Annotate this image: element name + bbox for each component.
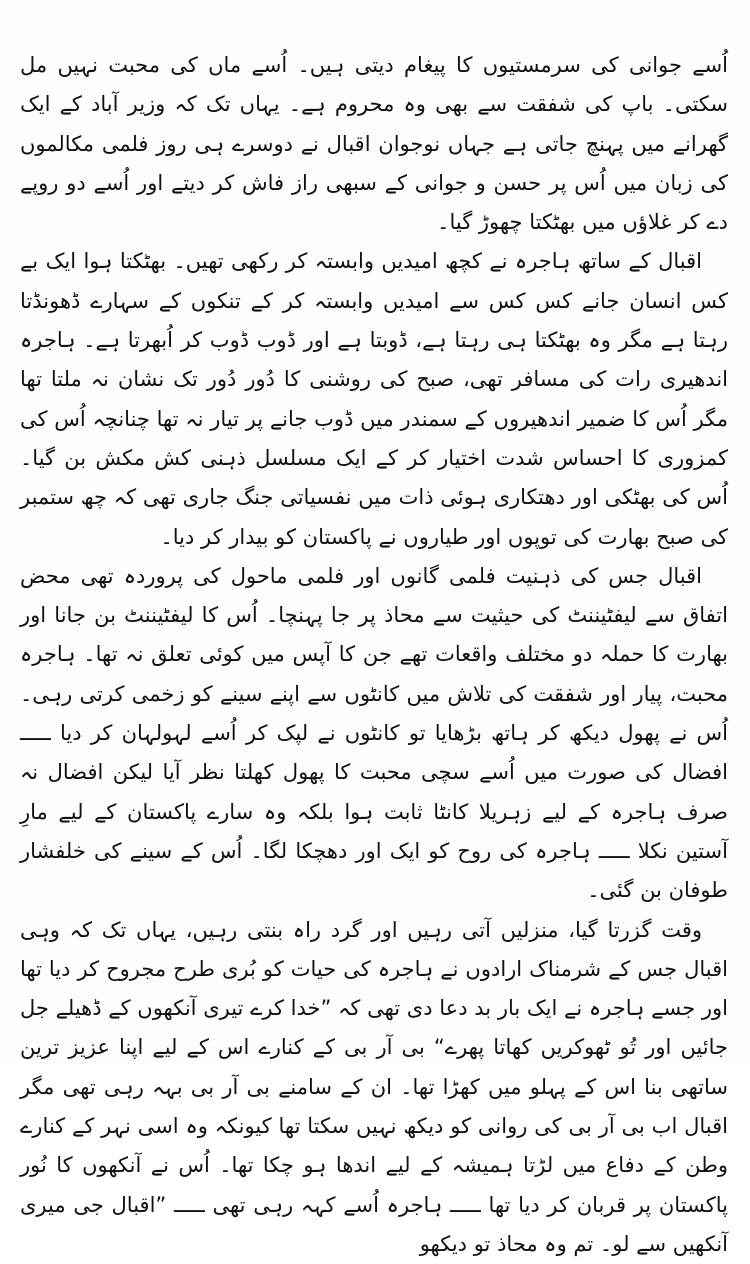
paragraph-4: وقت گزرتا گیا، منزلیں آتی رہیں اور گرد راہ بنتی رہیں، یہاں تک کہ وہی اقبال جس کے شرمناک ارادوں نے ہاجرہ کی حیات کو بُری طرح مجروح کر دیا تھا اور جسے ہاجرہ نے ایک بار بد دعا دی تھی کہ ”خدا کرے تیری آنکھوں کے ڈھیلے جل جائیں اور تُو ٹھوکریں کھاتا پھرے“ بی آر بی کے کنارے اس کے لیے اپنا عزیز ترین ساتھی بنا اس کے پہلو میں کھڑا تھا۔ ان کے سامنے بی آر بی بہہ رہی تھی مگر اقبال اب بی آر بی کی روانی کو دیکھ نہیں سکتا تھا کیونکہ وہ اسی نہر کے کنارے وطن کے دفاع میں لڑتا ہمیشہ کے لیے اندھا ہو چکا تھا۔ اُس نے آنکھوں کا نُور پاکستان پر قربان کر دیا تھا ـــــ ہاجرہ اُسے کہہ رہی تھی ـــــ ”اقبال جی میری آنکھیں سے لو۔ تم وہ محاذ تو دیکھو <box>20 917 729 1256</box>
paragraph-2: اقبال کے ساتھ ہاجرہ نے کچھ امیدیں وابستہ کر رکھی تھیں۔ بھٹکتا ہوا ایک بے کس انسان جانے کس کس سے امیدیں وابستہ کر کے تنکوں کے سہارے ڈھونڈتا رہتا ہے مگر وہ بھٹکتا ہی رہتا ہے، ڈوبتا ہے اور ڈوب ڈوب کر اُبھرتا ہے۔ ہاجرہ اندھیری رات کی مسافر تھی، صبح کی روشنی کا دُور دُور تک نشان نہ ملتا تھا مگر اُس کا ضمیر اندھیروں کے سمندر میں ڈوب جانے پر تیار نہ تھا چنانچہ اُس کی کمزوری کا احساس شدت اختیار کر کے ایک مسلسل ذہنی کش مکش بن گیا۔ اُس کی بھٹکی اور دھتکاری ہوئی ذات میں نفسیاتی جنگ جاری تھی کہ چھ ستمبر کی صبح بھارت کی توپوں اور طیاروں نے پاکستان کو بیدار کر دیا۔ <box>20 249 728 549</box>
paragraph-3: اقبال جس کی ذہنیت فلمی گانوں اور فلمی ماحول کی پروردہ تھی محض اتفاق سے لیفٹیننٹ کی حیثیت سے محاذ پر جا پہنچا۔ اُس کا لیفٹیننٹ بن جانا اور بھارت کا حملہ دو مختلف واقعات تھے جن کا آپس میں کوئی تعلق نہ تھا۔ ہاجرہ محبت، پیار اور شفقت کی تلاش میں کانٹوں سے اپنے سینے کو زخمی کرتی رہی۔ اُس نے پھول دیکھ کر ہاتھ بڑھایا تو کانٹوں نے لپک کر اُسے لہولہان کر دیا ـــــ افضال کی صورت میں اُسے سچی محبت کا پھول کھلتا نظر آیا لیکن افضال نہ صرف ہاجرہ کے لیے زہریلا کانٹا ثابت ہوا بلکہ وہ سارے پاکستان کے لیے مارِ آستین نکلا ـــــ ہاجرہ کی روح کو ایک اور دھچکا لگا۔ اُس کے سینے کی خلفشار طوفان بن گئی۔ <box>20 563 728 903</box>
paragraph-1: اُسے جوانی کی سرمستیوں کا پیغام دیتی ہیں۔ اُسے ماں کی محبت نہیں مل سکتی۔ باپ کی شفقت سے بھی وہ محروم ہے۔ یہاں تک کہ وزیر آباد کے ایک گھرانے میں پہنچ جاتی ہے جہاں نوجوان اقبال نے دوسرے ہی روز فلمی مکالموں کی زبان میں اُس پر حسن و جوانی کے سبھی راز فاش کر دیتے اور اُسے دو روپے دے کر غلاؤں میں بھٹکتا چھوڑ گیا۔ <box>20 53 728 235</box>
urdu-text-body <box>20 46 728 1264</box>
